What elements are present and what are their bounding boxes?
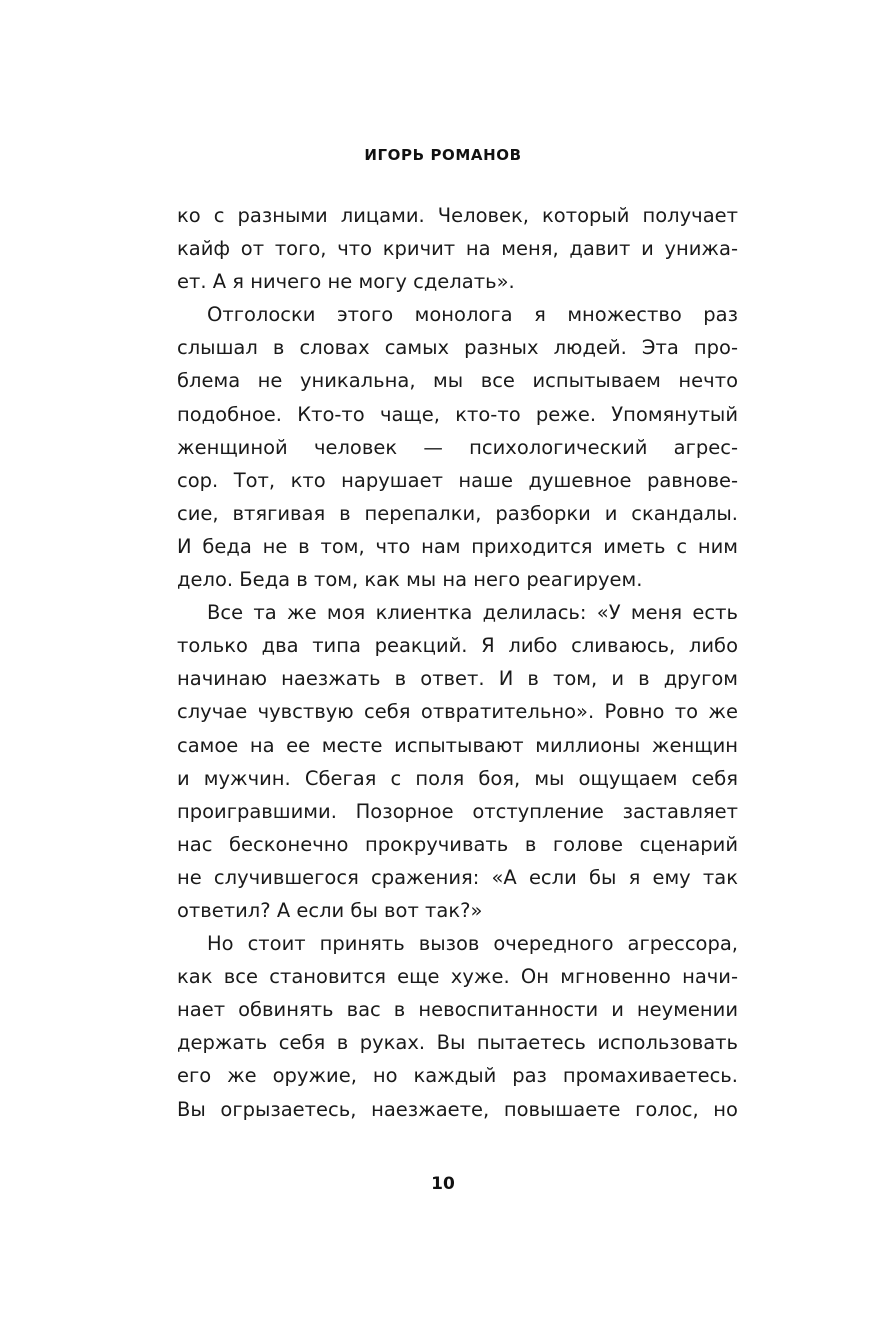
text-line: случае чувствую себя отвратительно». Ровно то же [177,700,738,724]
text-line: женщиной человек — психологический агрес- [177,435,738,459]
text-line: держать себя в руках. Вы пытаетесь использовать [177,1031,738,1055]
text-line: И беда не в том, что нам приходится иметь с ним [177,534,738,558]
text-line: нает обвинять вас в невоспитанности и неумении [177,998,738,1022]
text-line: ответил? А если бы вот так?» [177,898,483,922]
text-line: дело. Беда в том, как мы на него реагируем. [177,568,643,592]
page-number: 10 [431,1174,455,1194]
text-line: сор. Тот, кто нарушает наше душевное равнове- [177,468,738,492]
text-line: начинаю наезжать в ответ. И в том, и в другом [177,667,738,691]
text-line: его же оружие, но каждый раз промахиваетесь. [177,1064,738,1088]
text-line: сие, втягивая в перепалки, разборки и скандалы. [177,501,738,525]
text-line: только два типа реакций. Я либо сливаюсь, либо [177,634,738,658]
text-line: Все та же моя клиентка делилась: «У меня есть [207,601,738,625]
text-line: кайф от того, что кричит на меня, давит и унижа- [177,237,738,261]
text-line: проигравшими. Позорное отступление заставляет [177,799,738,823]
text-line: ко с разными лицами. Человек, который получает [177,204,738,227]
body-text [177,199,738,1126]
text-line: Вы огрызаетесь, наезжаете, повышаете голос, но [177,1097,738,1121]
text-line: как все становится еще хуже. Он мгновенно начи- [177,965,738,989]
text-line: Но стоит принять вызов очередного агрессора, [207,932,738,956]
running-head-author: ИГОРЬ РОМАНОВ [364,146,522,164]
text-line: слышал в словах самых разных людей. Эта про- [177,336,738,360]
text-line: нас бесконечно прокручивать в голове сценарий [177,832,738,856]
text-line: самое на ее месте испытывают миллионы женщин [177,733,738,757]
text-line: не случившегося сражения: «А если бы я ему так [177,865,738,889]
text-line: блема не уникальна, мы все испытываем нечто [177,369,738,393]
text-line: Отголоски этого монолога я множество раз [207,303,738,327]
text-line: подобное. Кто-то чаще, кто-то реже. Упомянутый [177,402,738,426]
text-line: ет. А я ничего не могу сделать». [177,270,515,294]
text-line: и мужчин. Сбегая с поля боя, мы ощущаем себя [177,766,738,790]
